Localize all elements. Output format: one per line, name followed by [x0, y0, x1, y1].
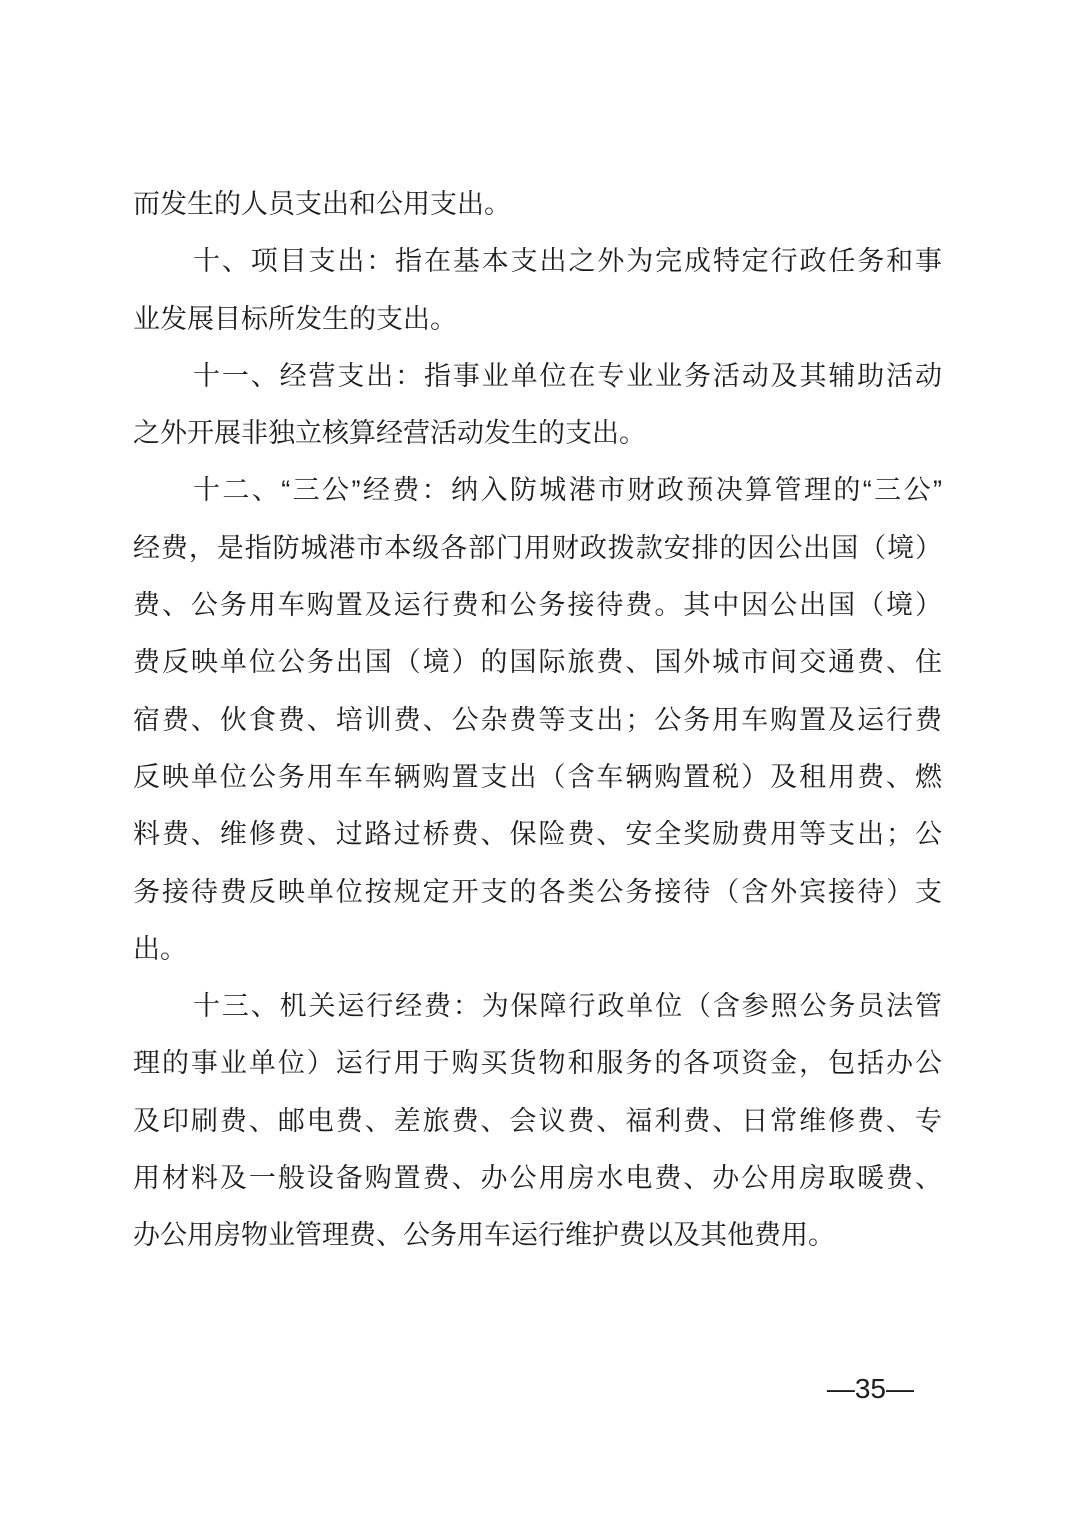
document-body — [133, 176, 942, 1265]
document-line: 费反映单位公务出国（境）的国际旅费、国外城市间交通费、住 — [133, 647, 942, 678]
document-line: 出。 — [133, 933, 187, 964]
document-line: 十二、“三公”经费：纳入防城港市财政预决算管理的“三公” — [193, 475, 942, 506]
document-line: 十、项目支出：指在基本支出之外为完成特定行政任务和事 — [193, 246, 942, 277]
document-line: 而发生的人员支出和公用支出。 — [133, 189, 511, 219]
document-line: 务接待费反映单位按规定开支的各类公务接待（含外宾接待）支 — [133, 876, 942, 907]
document-line: 反映单位公务用车车辆购置支出（含车辆购置税）及租用费、燃 — [133, 761, 942, 792]
document-line: 十三、机关运行经费：为保障行政单位（含参照公务员法管 — [193, 991, 942, 1022]
document-line: 宿费、伙食费、培训费、公杂费等支出；公务用车购置及运行费 — [133, 704, 942, 735]
document-line: 料费、维修费、过路过桥费、保险费、安全奖励费用等支出；公 — [133, 819, 942, 850]
document-line: 用材料及一般设备购置费、办公用房水电费、办公用房取暖费、 — [133, 1163, 942, 1194]
document-line: 之外开展非独立核算经营活动发生的支出。 — [133, 418, 646, 449]
document-line: 经费，是指防城港市本级各部门用财政拨款安排的因公出国（境） — [133, 532, 942, 563]
document-line: 十一、经营支出：指事业单位在专业业务活动及其辅助活动 — [193, 360, 942, 391]
document-line: 理的事业单位）运行用于购买货物和服务的各项资金，包括办公 — [133, 1048, 942, 1079]
document-line: 及印刷费、邮电费、差旅费、会议费、福利费、日常维修费、专 — [133, 1105, 942, 1136]
document-line: 业发展目标所发生的支出。 — [133, 303, 457, 334]
document-line: 费、公务用车购置及运行费和公务接待费。其中因公出国（境） — [133, 590, 942, 621]
document-line: 办公用房物业管理费、公务用车运行维护费以及其他费用。 — [133, 1220, 835, 1251]
page-number: —35— — [826, 1373, 914, 1404]
